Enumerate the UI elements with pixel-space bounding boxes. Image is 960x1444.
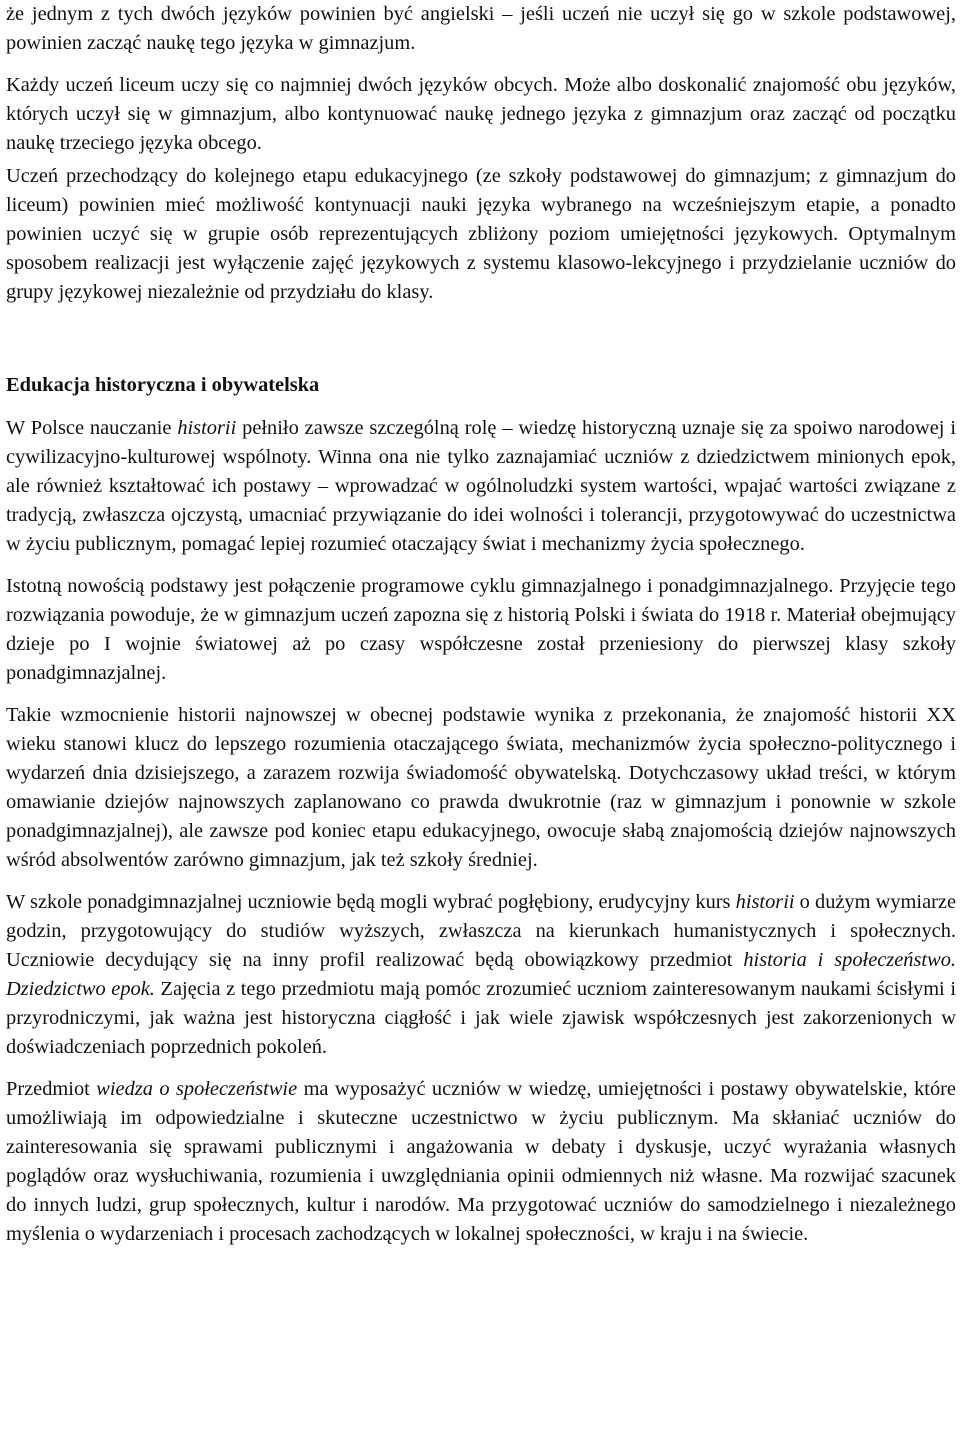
italic-term-historii: historii (177, 417, 237, 439)
paragraph-languages-continuation: że jednym z tych dwóch języków powinien być angielski – jeśli uczeń nie uczył się go w szkole podstawowej, powinien zacząć naukę tego języka w gimnazjum. (6, 3, 956, 54)
text-run: Przedmiot (6, 1078, 97, 1100)
paragraph-language-groups: Uczeń przechodzący do kolejnego etapu edukacyjnego (ze szkoły podstawowej do gimnazjum; z gimnazjum do liceum) powinien mieć możliwość kontynuacji nauki języka wybranego na wcześniejszym etapie, a ponadto powinien uczyć się w grupie osób reprezentujących zbliżony poziom umiejętności językowych. Optymalnym sposobem realizacji jest wyłączenie zajęć językowych z systemu klasowo-lekcyjnego i przydzielanie uczniów do grupy językowej niezależnie od przydziału do klasy. (6, 165, 956, 303)
paragraph-civics (6, 1075, 956, 1249)
paragraph-upper-secondary (6, 888, 956, 1062)
document-page (6, 0, 956, 1249)
paragraph-high-school-languages: Każdy uczeń liceum uczy się co najmniej dwóch języków obcych. Może albo doskonalić znajomość obu języków, których uczył się w gimnazjum, albo kontynuować naukę jednego języka z gimnazjum oraz zacząć od początku naukę trzeciego języka obcego. (6, 74, 956, 154)
text-run: W Polsce nauczanie (6, 417, 178, 439)
section-heading: Edukacja historyczna i obywatelska (6, 374, 320, 396)
paragraph-history-role (6, 414, 956, 559)
text-run: pełniło zawsze szczególną rolę – wiedzę historyczną uznaje się za spoiwo narodowej i cywilizacyjno-kulturowej wspólnoty. Winna ona nie tylko zaznajamiać uczniów z dziedzictwem minionych epok, ale również kształtować ich postawy – wprowadzać w ogólnoludzki system wartości, wpajać wartości związane z tradycją, zwłaszcza ojczystą, umacniać przywiązanie do idei wolności i tolerancji, przygotowywać do uczestnictwa w życiu publicznym, pomagać lepiej rozumieć otaczający świat i mechanizmy życia społecznego. (6, 417, 957, 555)
italic-subject-name: historia i społeczeństwo. Dziedzictwo epok. (6, 949, 956, 1000)
italic-subject-wos: wiedza o społeczeństwie (96, 1078, 298, 1100)
italic-term-historii: historii (735, 891, 795, 913)
text-run: o dużym wymiarze godzin, przygotowujący do studiów wyższych, zwłaszcza na kierunkach humanistycznych i społecznych. Uczniowie decydujący się na inny profil realizować będą obowiązkowy przedmiot (6, 891, 957, 971)
text-run: W szkole ponadgimnazjalnej uczniowie będą mogli wybrać pogłębiony, erudycyjny kurs (6, 891, 736, 913)
paragraph-modern-history: Takie wzmocnienie historii najnowszej w obecnej podstawie wynika z przekonania, że znajomość historii XX wieku stanowi klucz do lepszego rozumienia otaczającego świata, mechanizmów życia społeczno-politycznego i wydarzeń dnia dzisiejszego, a zarazem rozwija świadomość obywatelską. Dotychczasowy układ treści, w którym omawianie dziejów najnowszych zaplanowano co prawda dwukrotnie (raz w gimnazjum i ponownie w szkole ponadgimnazjalnej), ale zawsze pod koniec etapu edukacyjnego, owocuje słabą znajomością dziejów najnowszych wśród absolwentów zarówno gimnazjum, jak też szkoły średniej. (6, 704, 956, 871)
paragraph-curriculum-novelty: Istotną nowością podstawy jest połączenie programowe cyklu gimnazjalnego i ponadgimnazjalnego. Przyjęcie tego rozwiązania powoduje, że w gimnazjum uczeń zapozna się z historią Polski i świata do 1918 r. Materiał obejmujący dzieje po I wojnie światowej aż po czasy współczesne został przeniesiony do pierwszej klasy szkoły ponadgimnazjalnej. (6, 575, 956, 684)
text-run: ma wyposażyć uczniów w wiedzę, umiejętności i postawy obywatelskie, które umożliwiają im odpowiedzialne i skuteczne uczestnictwo w życiu publicznym. Ma skłaniać uczniów do zainteresowania się sprawami publicznymi i angażowania w debaty i dyskusje, uczyć wyrażania własnych poglądów oraz wysłuchiwania, rozumienia i uwzględniania opinii odmiennych niż własne. Ma rozwijać szacunek do innych ludzi, grup społecznych, kultur i narodów. Ma przygotować uczniów do samodzielnego i niezależnego myślenia o wydarzeniach i procesach zachodzących w lokalnej społeczności, w kraju i na świecie. (6, 1078, 956, 1245)
text-run: Zajęcia z tego przedmiotu mają pomóc zrozumieć uczniom zainteresowanym naukami ścisłymi i przyrodniczymi, jak ważna jest historyczna ciągłość i jak wiele zjawisk współczesnych jest zakorzenionych w doświadczeniach poprzednich pokoleń. (6, 978, 956, 1058)
